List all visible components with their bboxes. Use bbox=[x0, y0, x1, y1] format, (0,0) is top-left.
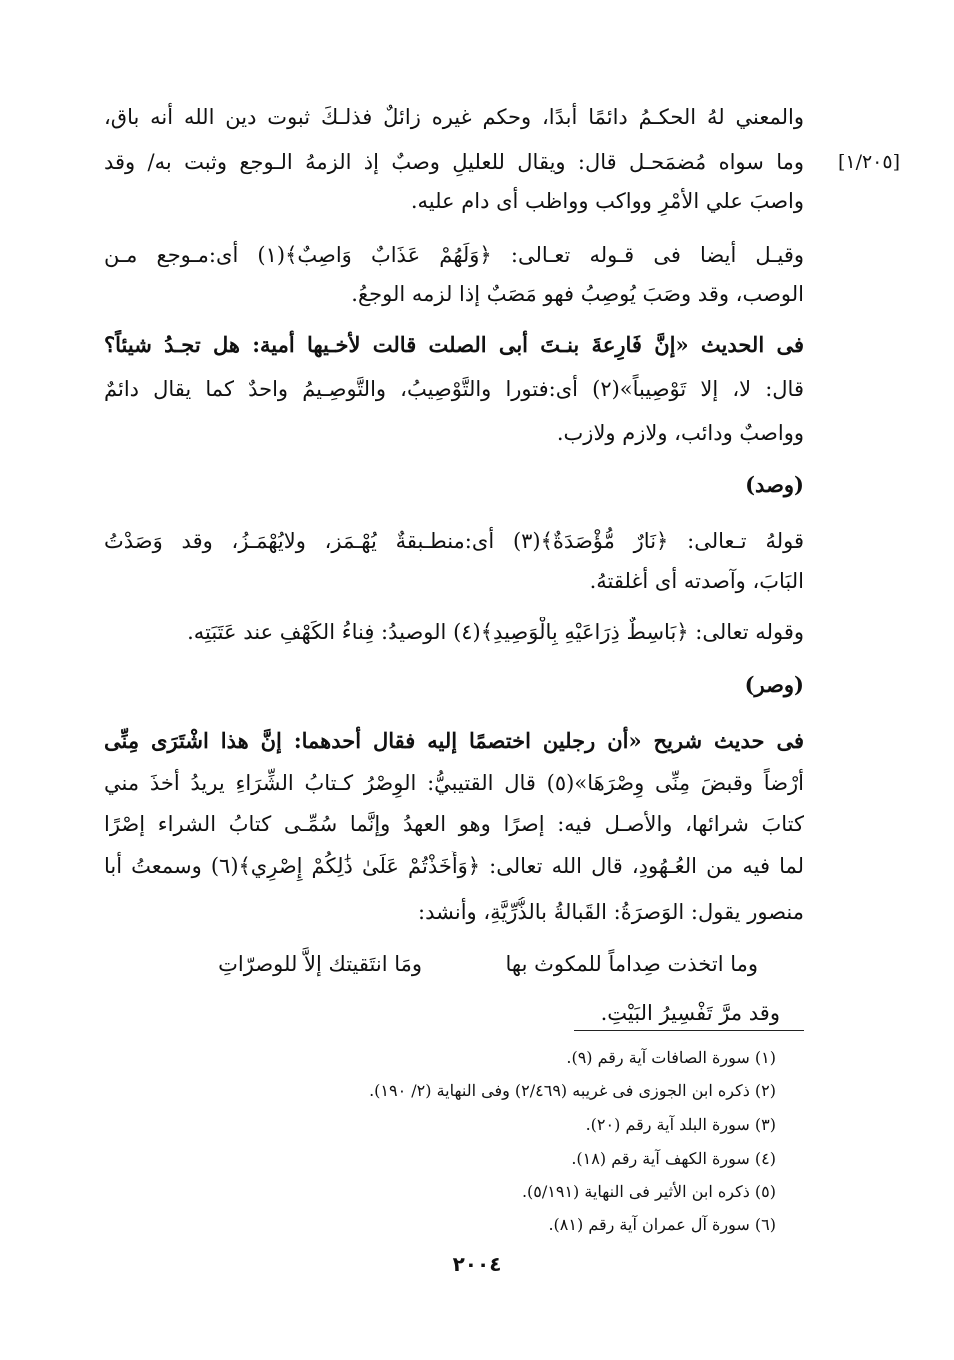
folio-marginal-reference: [١/٢٠٥] bbox=[837, 151, 901, 173]
verse-note: وقد مرَّ تَفْسِيرُ البَيْتِ. bbox=[600, 1001, 780, 1025]
footnote: (٥) ذكره ابن الأثير فى النهاية (٥/١٩١). bbox=[521, 1182, 776, 1201]
text-line: وواصبٌ ودائب، ولازم ولازب. bbox=[556, 421, 804, 445]
text-line: كتابَ شرائها، والأصـل فيه: إصرًا وهو العهدُ وإنَّما سُمِّـى كتابُ الشراء إصْرًا bbox=[104, 812, 804, 836]
footnote: (١) سورة الصافات آية رقم (٩). bbox=[566, 1048, 776, 1067]
verse-first-hemistich: وما اتخذت صِداماً للمكوث بها bbox=[505, 952, 758, 976]
text-line: والمعني لهُ الحكـمُ دائمًا أبدًا، وحكم غيره زائلٌ فذلـكَ ثبوت دين الله أنه باق، bbox=[104, 105, 804, 129]
text-line: قولهُ تـعالى: ﴿نَارٌ مُّؤْصَدَةٌ﴾(٣) أى:منطـبقةٌ يُهْـمَز، ولايُهْمَـزُ، وقد وَصَدْتُ bbox=[104, 529, 804, 553]
text-line: وقوله تعالى: ﴿بَاسِطٌ ذِرَاعَيْهِ بِالْوَصِيدِ﴾(٤) الوصيدُ: فِناءُ الكَهْفِ عند عَتَبَتِه. bbox=[187, 620, 804, 644]
text-line: أرْضاً وقبضَ مِنِّى وِصْرَهَا»(٥) قال القتيبيُّ: الوِصْرُ كـتابُ الشِّرَاءِ يريدُ أخذَ مني bbox=[104, 771, 804, 795]
text-line: وما سواه مُضمَحـل قال: ويقال للعليلِ وصبٌ إذ الزمهُ الـوجع وثبت به/ وقد bbox=[104, 150, 804, 174]
footnote-separator bbox=[574, 1030, 804, 1031]
verse-second-hemistich: ومَا انتَقيتك إلاَّ للوصرّاتِ bbox=[218, 952, 422, 976]
entry-heading: (وصد) bbox=[745, 472, 804, 497]
entry-heading: (وصر) bbox=[744, 672, 804, 697]
text-line: الوصب، وقد وصَبَ يُوصِبُ فهو مَصَبٌ إذا لزمه الوجعُ. bbox=[351, 282, 804, 306]
footnote: (٤) سورة الكهف آية رقم (١٨). bbox=[571, 1149, 776, 1168]
text-line: فى حديث شريح «أن رجلين اختصمًا إليه فقال أحدهما: إنَّ هذا اشْتَرَى مِنِّى bbox=[104, 728, 804, 753]
text-line: البَابَ، وآصدته أى أغلقتهُ. bbox=[589, 569, 804, 593]
text-line: لما فيه من العُـهُودِ، قال الله تعالى: ﴿وَأَخَذْتُمْ عَلَىٰ ذَٰلِكُمْ إِصْرِي﴾(٦) وسمعتُ أبا bbox=[104, 854, 804, 878]
text-line: فى الحديث «إنَّ فَارِعةَ بنـتَ أبى الصلت قالت لأخـيها أمية: هل تجـدُ شيئاً؟ bbox=[104, 332, 804, 357]
footnote: (٣) سورة البلد آية رقم (٢٠). bbox=[585, 1115, 776, 1134]
text-line: قال: لا، إلا تَوْصِيباً»(٢) أى:فتورا والتَّوْصِيبُ، والتَّوصِـيمُ واحدٌ كما يقال دائمٌ bbox=[104, 377, 804, 401]
text-line: منصور يقول: الوَصرَةُ: القَبالةُ بالذُّرِّيَّةِ، وأنشد: bbox=[418, 900, 804, 924]
text-line: واصبَ علي الأمْرِ وواكب وواظب أى دام عليه. bbox=[410, 189, 804, 213]
footnote: (٦) سورة آل عمران آية رقم (٨١). bbox=[548, 1215, 776, 1234]
text-line: وقيـل أيضا فى قـوله تعـالى: ﴿وَلَهُمْ عَذَابٌ وَاصِبٌ﴾(١) أى:مـوجع مـن bbox=[104, 243, 804, 267]
page-number: ٢٠٠٤ bbox=[452, 1252, 502, 1276]
footnote: (٢) ذكره ابن الجوزى فى غريبه (٢/٤٦٩) وفى النهاية (٢/ ١٩٠). bbox=[369, 1081, 776, 1100]
